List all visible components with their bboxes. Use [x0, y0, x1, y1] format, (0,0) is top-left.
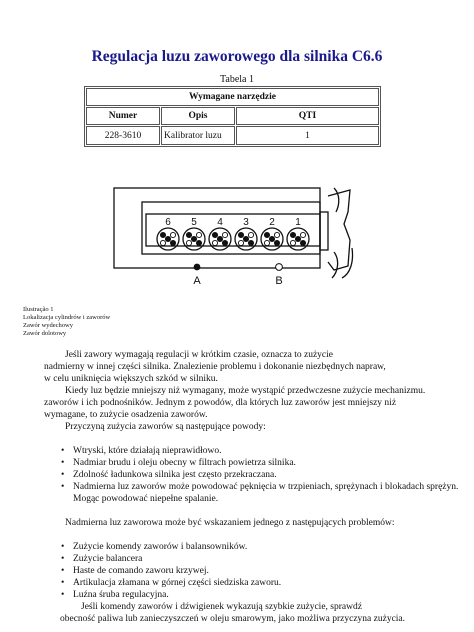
paragraph-line: obecność paliwa lub zanieczyszczeń w oleju smarowym, jako możliwa przyczyna zużycia.: [60, 614, 406, 624]
exhaust-valve-icon: [160, 232, 165, 237]
cylinder-valve-diagram: [112, 182, 358, 290]
figure-caption-line: Lokalizacja cylindrów i zaworów: [23, 314, 111, 321]
table-row: [86, 126, 379, 145]
table-header-row: [86, 107, 379, 125]
cell-opis: Kalibrator luzu: [161, 126, 235, 145]
intake-valve-icon: [300, 232, 305, 237]
housing-curve: [342, 248, 353, 278]
exhaust-valve-icon: [186, 232, 191, 237]
cylinder-number-1: 1: [295, 217, 301, 228]
paragraph-line: Jeśli komendy zaworów i dźwigienek wykazują szybkie zużycie, sprawdź: [81, 602, 362, 612]
figure-caption-line: Zawór wydechowy: [23, 322, 73, 329]
end-housing: [320, 212, 328, 250]
intake-valve-icon: [248, 232, 253, 237]
column-header-qti: QTI: [236, 107, 379, 125]
intake-valve-marker-icon: [276, 264, 283, 271]
figure-caption: [23, 306, 110, 338]
exhaust-valve-icon: [269, 236, 274, 241]
marker-label-a: A: [193, 275, 201, 287]
exhaust-valve-icon: [274, 240, 279, 245]
exhaust-valve-icon: [212, 232, 217, 237]
table-caption: Tabela 1: [219, 74, 254, 85]
exhaust-valve-icon: [217, 236, 222, 241]
intake-valve-icon: [290, 240, 295, 245]
cylinder-number-3: 3: [243, 217, 249, 228]
cell-qti: 1: [236, 126, 379, 145]
list-item: • Nadmiar brudu i oleju obecny w filtrach powietrza silnika.: [61, 457, 464, 469]
cell-numer: 228-3610: [86, 126, 160, 145]
list-item: • Zdolność ładunkowa silnika jest często przekraczana.: [61, 469, 464, 481]
list-item: • Nadmierna luz zaworów może powodować pęknięcia w trzpieniach, sprężynach i blokadach sprężyn.: [61, 481, 464, 493]
problems-list: [44, 541, 464, 601]
column-header-numer: Numer: [86, 107, 160, 125]
figure-caption-line: Zawór dolotowy: [23, 330, 67, 337]
paragraph-line: Nadmierna luz zaworowa może być wskazaniem jednego z następujących problemów:: [65, 518, 395, 528]
required-tools-table: [84, 86, 381, 147]
column-header-opis: Opis: [161, 107, 235, 125]
paragraph-line: Kiedy luz będzie mniejszy niż wymagany, może wystąpić przedwczesne zużycie mechanizmu.: [65, 386, 426, 396]
paragraph-line: nadmierny w innej części silnika. Znalezienie problemu i dokonanie niezbędnych napraw,: [44, 362, 386, 372]
document-body: [44, 349, 464, 625]
intake-valve-icon: [186, 240, 191, 245]
table-heading-row: [86, 88, 379, 106]
exhaust-valve-icon: [290, 232, 295, 237]
housing-flange-top: [334, 188, 339, 212]
cylinder-number-5: 5: [191, 217, 197, 228]
exhaust-valve-icon: [238, 232, 243, 237]
intake-valve-icon: [274, 232, 279, 237]
housing-flange-bottom: [332, 252, 338, 278]
intake-valve-icon: [160, 240, 165, 245]
intake-valve-icon: [212, 240, 217, 245]
exhaust-valve-marker-icon: [194, 264, 201, 271]
figure-caption-line: Ilustração 1: [23, 306, 54, 313]
list-item: • Luźna śruba regulacyjna.: [61, 589, 464, 601]
list-item: • Zużycie balancera: [61, 553, 464, 565]
intake-valve-icon: [170, 232, 175, 237]
list-item: • Wtryski, które działają nieprawidłowo.: [61, 445, 464, 457]
exhaust-valve-icon: [191, 236, 196, 241]
cylinder-number-4: 4: [217, 217, 223, 228]
cylinder-number-6: 6: [165, 217, 171, 228]
paragraph-line: wymagane, to zużycie osadzenia zaworów.: [44, 410, 208, 420]
table-heading: Wymagane narzędzie: [86, 88, 379, 106]
exhaust-valve-icon: [222, 240, 227, 245]
exhaust-valve-icon: [300, 240, 305, 245]
wear-causes-list: [44, 445, 464, 493]
intake-valve-icon: [238, 240, 243, 245]
exhaust-valve-icon: [170, 240, 175, 245]
paragraph-line: Jeśli zawory wymagają regulacji w krótkim czasie, oznacza to zużycie: [65, 350, 333, 360]
page-title: Regulacja luzu zaworowego dla silnika C6.6: [91, 48, 383, 65]
list-continuation: Mogąc powodować niepełne spalanie.: [73, 494, 219, 504]
intake-valve-icon: [222, 232, 227, 237]
list-item: • Haste de comando zaworu krzywej.: [61, 565, 464, 577]
marker-label-b: B: [275, 275, 283, 287]
paragraph-line: zaworów i ich podnośników. Jednym z powodów, dla których luz zaworów jest mniejszy niż: [44, 398, 397, 408]
list-item: • Zużycie komendy zaworów i balansowników.: [61, 541, 464, 553]
exhaust-valve-icon: [196, 240, 201, 245]
paragraph-line: w celu uniknięcia większych szkód w silniku.: [44, 374, 218, 384]
exhaust-valve-icon: [264, 232, 269, 237]
exhaust-valve-icon: [165, 236, 170, 241]
paragraph-line: Przyczyną zużycia zaworów są następujące powody:: [65, 422, 266, 432]
exhaust-valve-icon: [295, 236, 300, 241]
intake-valve-icon: [196, 232, 201, 237]
intake-valve-icon: [264, 240, 269, 245]
cylinder-number-2: 2: [269, 217, 275, 228]
exhaust-valve-icon: [248, 240, 253, 245]
list-item: • Artikulacja złamana w górnej części siedziska zaworu.: [61, 577, 464, 589]
exhaust-valve-icon: [243, 236, 248, 241]
